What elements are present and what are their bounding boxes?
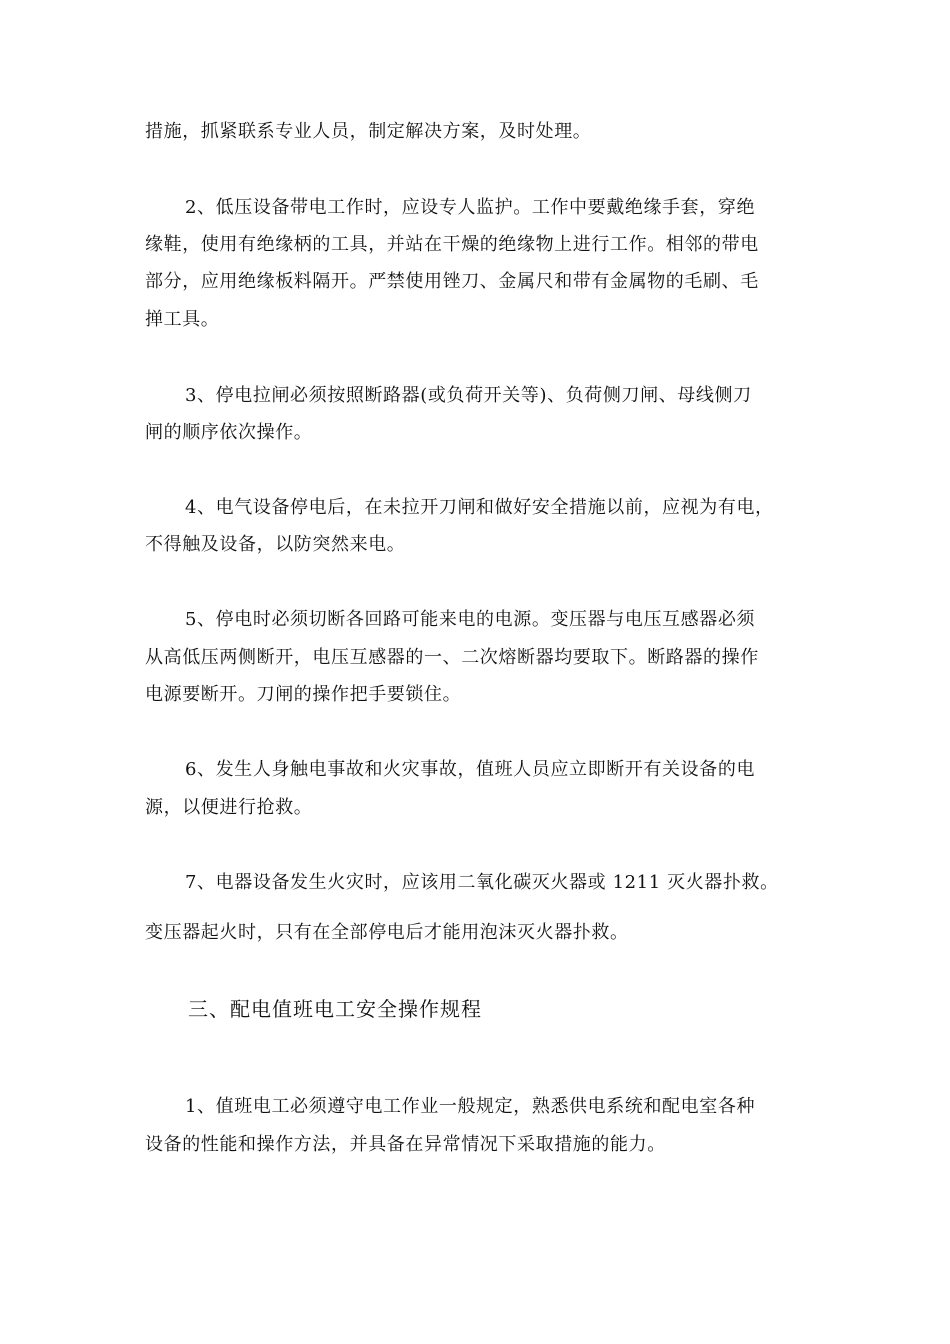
paragraph-line: 电源要断开。刀闸的操作把手要锁住。: [145, 684, 462, 705]
paragraph-line: 7、电器设备发生火灾时，应该用二氧化碳灭火器或 1211 灭火器扑救。: [185, 872, 779, 893]
paragraph-line: 不得触及设备，以防突然来电。: [145, 534, 406, 555]
paragraph-line: 变压器起火时，只有在全部停电后才能用泡沫灭火器扑救。: [145, 922, 629, 943]
paragraph-line: 从高低压两侧断开，电压互感器的一、二次熔断器均要取下。断路器的操作: [145, 647, 759, 668]
paragraph-line: 部分，应用绝缘板料隔开。严禁使用锉刀、金属尺和带有金属物的毛刷、毛: [145, 271, 759, 292]
paragraph-line: 2、低压设备带电工作时，应设专人监护。工作中要戴绝缘手套，穿绝: [185, 197, 756, 218]
section-heading: 三、配电值班电工安全操作规程: [188, 997, 482, 1021]
paragraph-line: 缘鞋，使用有绝缘柄的工具，并站在干燥的绝缘物上进行工作。相邻的带电: [145, 234, 759, 255]
paragraph-line: 1、值班电工必须遵守电工作业一般规定，熟悉供电系统和配电室各种: [185, 1096, 756, 1117]
paragraph-line: 源，以便进行抢救。: [145, 797, 313, 818]
paragraph-line: 5、停电时必须切断各回路可能来电的电源。变压器与电压互感器必须: [185, 609, 756, 630]
paragraph-line: 措施，抓紧联系专业人员，制定解决方案，及时处理。: [145, 121, 592, 142]
paragraph-line: 闸的顺序依次操作。: [145, 422, 313, 443]
paragraph-line: 3、停电拉闸必须按照断路器(或负荷开关等)、负荷侧刀闸、母线侧刀: [185, 385, 752, 406]
paragraph-line: 4、电气设备停电后，在未拉开刀闸和做好安全措施以前，应视为有电，: [185, 497, 774, 518]
paragraph-line: 6、发生人身触电事故和火灾事故，值班人员应立即断开有关设备的电: [185, 759, 756, 780]
paragraph-line: 设备的性能和操作方法，并具备在异常情况下采取措施的能力。: [145, 1134, 666, 1155]
paragraph-line: 掸工具。: [145, 309, 220, 330]
